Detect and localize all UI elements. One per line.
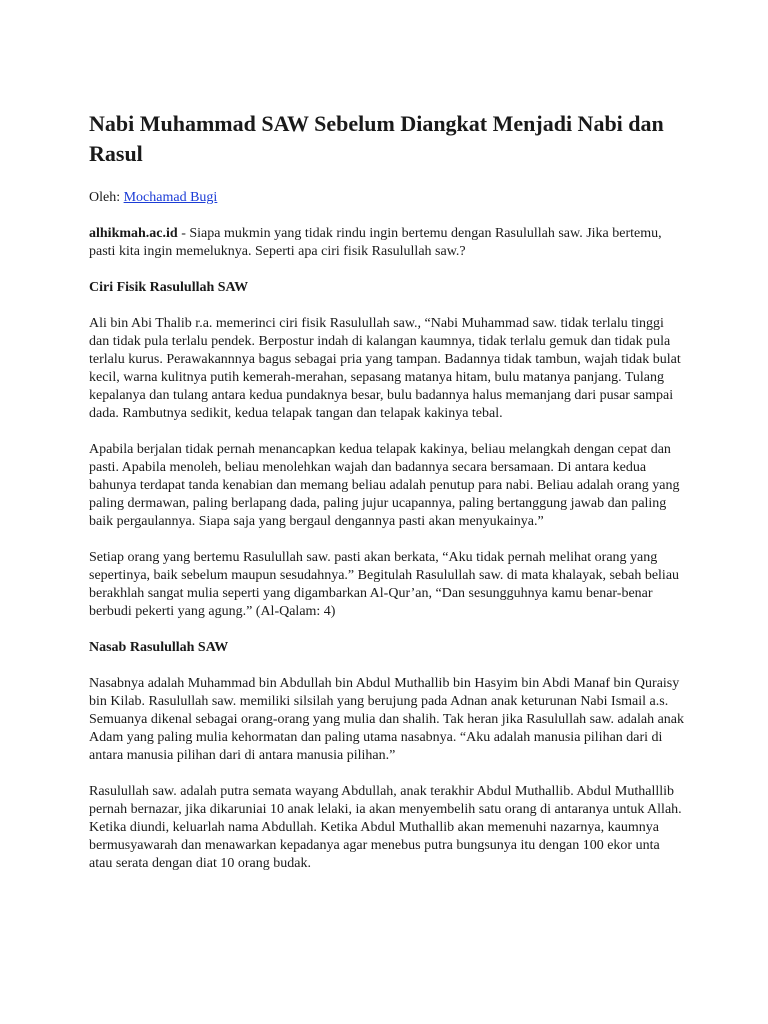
paragraph: Rasulullah saw. adalah putra semata wayang Abdullah, anak terakhir Abdul Muthallib. Abdul Muthalllib pernah bernazar, jika dikaruniai 10 anak lelaki, ia akan menyembelih satu orang di antaranya untuk Allah. Ketika diundi, keluarlah nama Abdullah. Ketika Abdul Muthallib akan memenuhi nazarnya, kaumnya bermusyawarah dan menawarkan kepadanya agar menebus putra bungsunya itu dengan 100 ekor unta atau serata dengan diat 10 orang budak.	[89, 784, 682, 871]
paragraph: Setiap orang yang bertemu Rasulullah saw. pasti akan berkata, “Aku tidak pernah melihat orang yang sepertinya, baik sebelum maupun sesudahnya.” Begitulah Rasulullah saw. di mata khalayak, sebah beliau berakhlah sangat mulia seperti yang digambarkan Al-Qur’an, “Dan sesungguhnya kamu benar-benar berbudi pekerti yang agung.” (Al-Qalam: 4)	[89, 550, 680, 619]
paragraph: Nasabnya adalah Muhammad bin Abdullah bin Abdul Muthallib bin Hasyim bin Abdi Manaf bin Quraisy bin Kilab. Rasulullah saw. memiliki silsilah yang berujung pada Adnan anak keturunan Nabi Ismail a.s. Semuanya dikenal sebagai orang-orang yang mulia dan shalih. Tak heran jika Rasulullah saw. adalah anak Adam yang paling mulia kehormatan dan paling utama nasabnya. “Aku adalah manusia pilihan dari di antara manusia pilihan dari di antara manusia pilihan.”	[89, 676, 684, 763]
intro-paragraph	[89, 225, 686, 261]
byline	[89, 189, 686, 207]
paragraph: Ali bin Abi Thalib r.a. memerinci ciri fisik Rasulullah saw., “Nabi Muhammad saw. tidak terlalu tinggi dan tidak pula terlalu pendek. Berpostur indah di kalangan kaumnya, tidak terlalu gemuk dan tidak pula terlalu kurus. Perawakannnya bagus sebagai pria yang tampan. Badannya tidak tambun, wajah tidak bulat kecil, warna kulitnya putih kemerah-merahan, sepasang matanya hitam, bulu matanya panjang. Tulang kepalanya dan tulang antara kedua pundaknya besar, bulu badannya halus memanjang dari pusar sampai dada. Rambutnya sedikit, kedua telapak tangan dan telapak kakinya tebal.	[89, 316, 681, 421]
article-title: Nabi Muhammad SAW Sebelum Diangkat Menjadi Nabi dan Rasul	[89, 111, 664, 166]
paragraph: Apabila berjalan tidak pernah menancapkan kedua telapak kakinya, beliau melangkah dengan cepat dan pasti. Apabila menoleh, beliau menolehkan wajah dan badannya secara bersamaan. Di antara kedua bahunya terdapat tanda kenabian dan memang beliau adalah penutup para nabi. Beliau adalah orang yang paling dermawan, paling berlapang dada, paling jujur ucapannya, paling bertanggung jawab dan paling baik pergaulannya. Siapa saja yang bergaul dengannya pasti akan menyukainya.”	[89, 442, 680, 529]
section-heading-nasab: Nasab Rasulullah SAW	[89, 640, 229, 655]
intro-text: - Siapa mukmin yang tidak rindu ingin bertemu dengan Rasulullah saw. Jika bertemu, pasti kita ingin memeluknya. Seperti apa ciri fisik Rasulullah saw.?	[89, 226, 662, 259]
source-name: alhikmah.ac.id	[89, 226, 178, 241]
section-heading-ciri-fisik: Ciri Fisik Rasulullah SAW	[89, 280, 249, 295]
author-link[interactable]: Mochamad Bugi	[123, 190, 218, 205]
byline-prefix: Oleh:	[89, 190, 121, 205]
